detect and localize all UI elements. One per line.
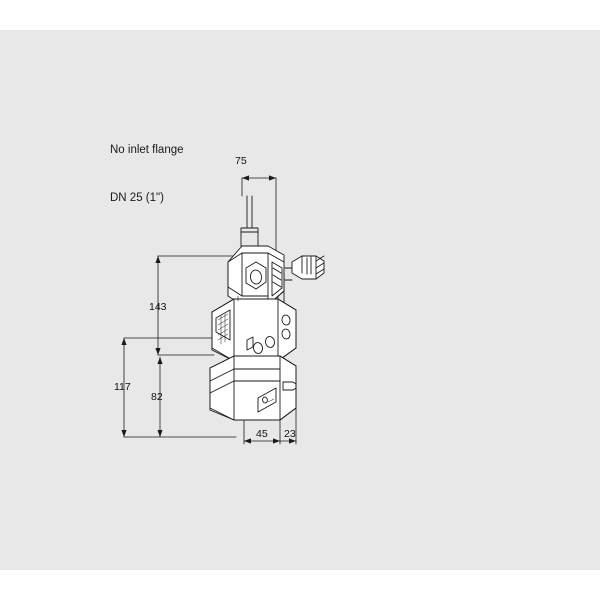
dimension-label-143: 143: [149, 301, 167, 313]
dimension-label-45: 45: [256, 428, 268, 440]
dimension-label-23: 23: [284, 428, 296, 440]
cable-connector: [285, 256, 324, 280]
dimension-label-117: 117: [114, 381, 131, 393]
actuator-stem: [241, 196, 258, 246]
dimension-label-82: 82: [151, 391, 163, 403]
note-line-1: No inlet flange: [110, 144, 184, 156]
valve-body-middle: [212, 297, 296, 361]
note-line-2: DN 25 (1"): [110, 192, 164, 204]
figure-note: [110, 110, 184, 238]
valve-base-block: [210, 356, 296, 420]
dimension-label-75: 75: [235, 155, 247, 167]
actuator-housing: [228, 246, 284, 307]
